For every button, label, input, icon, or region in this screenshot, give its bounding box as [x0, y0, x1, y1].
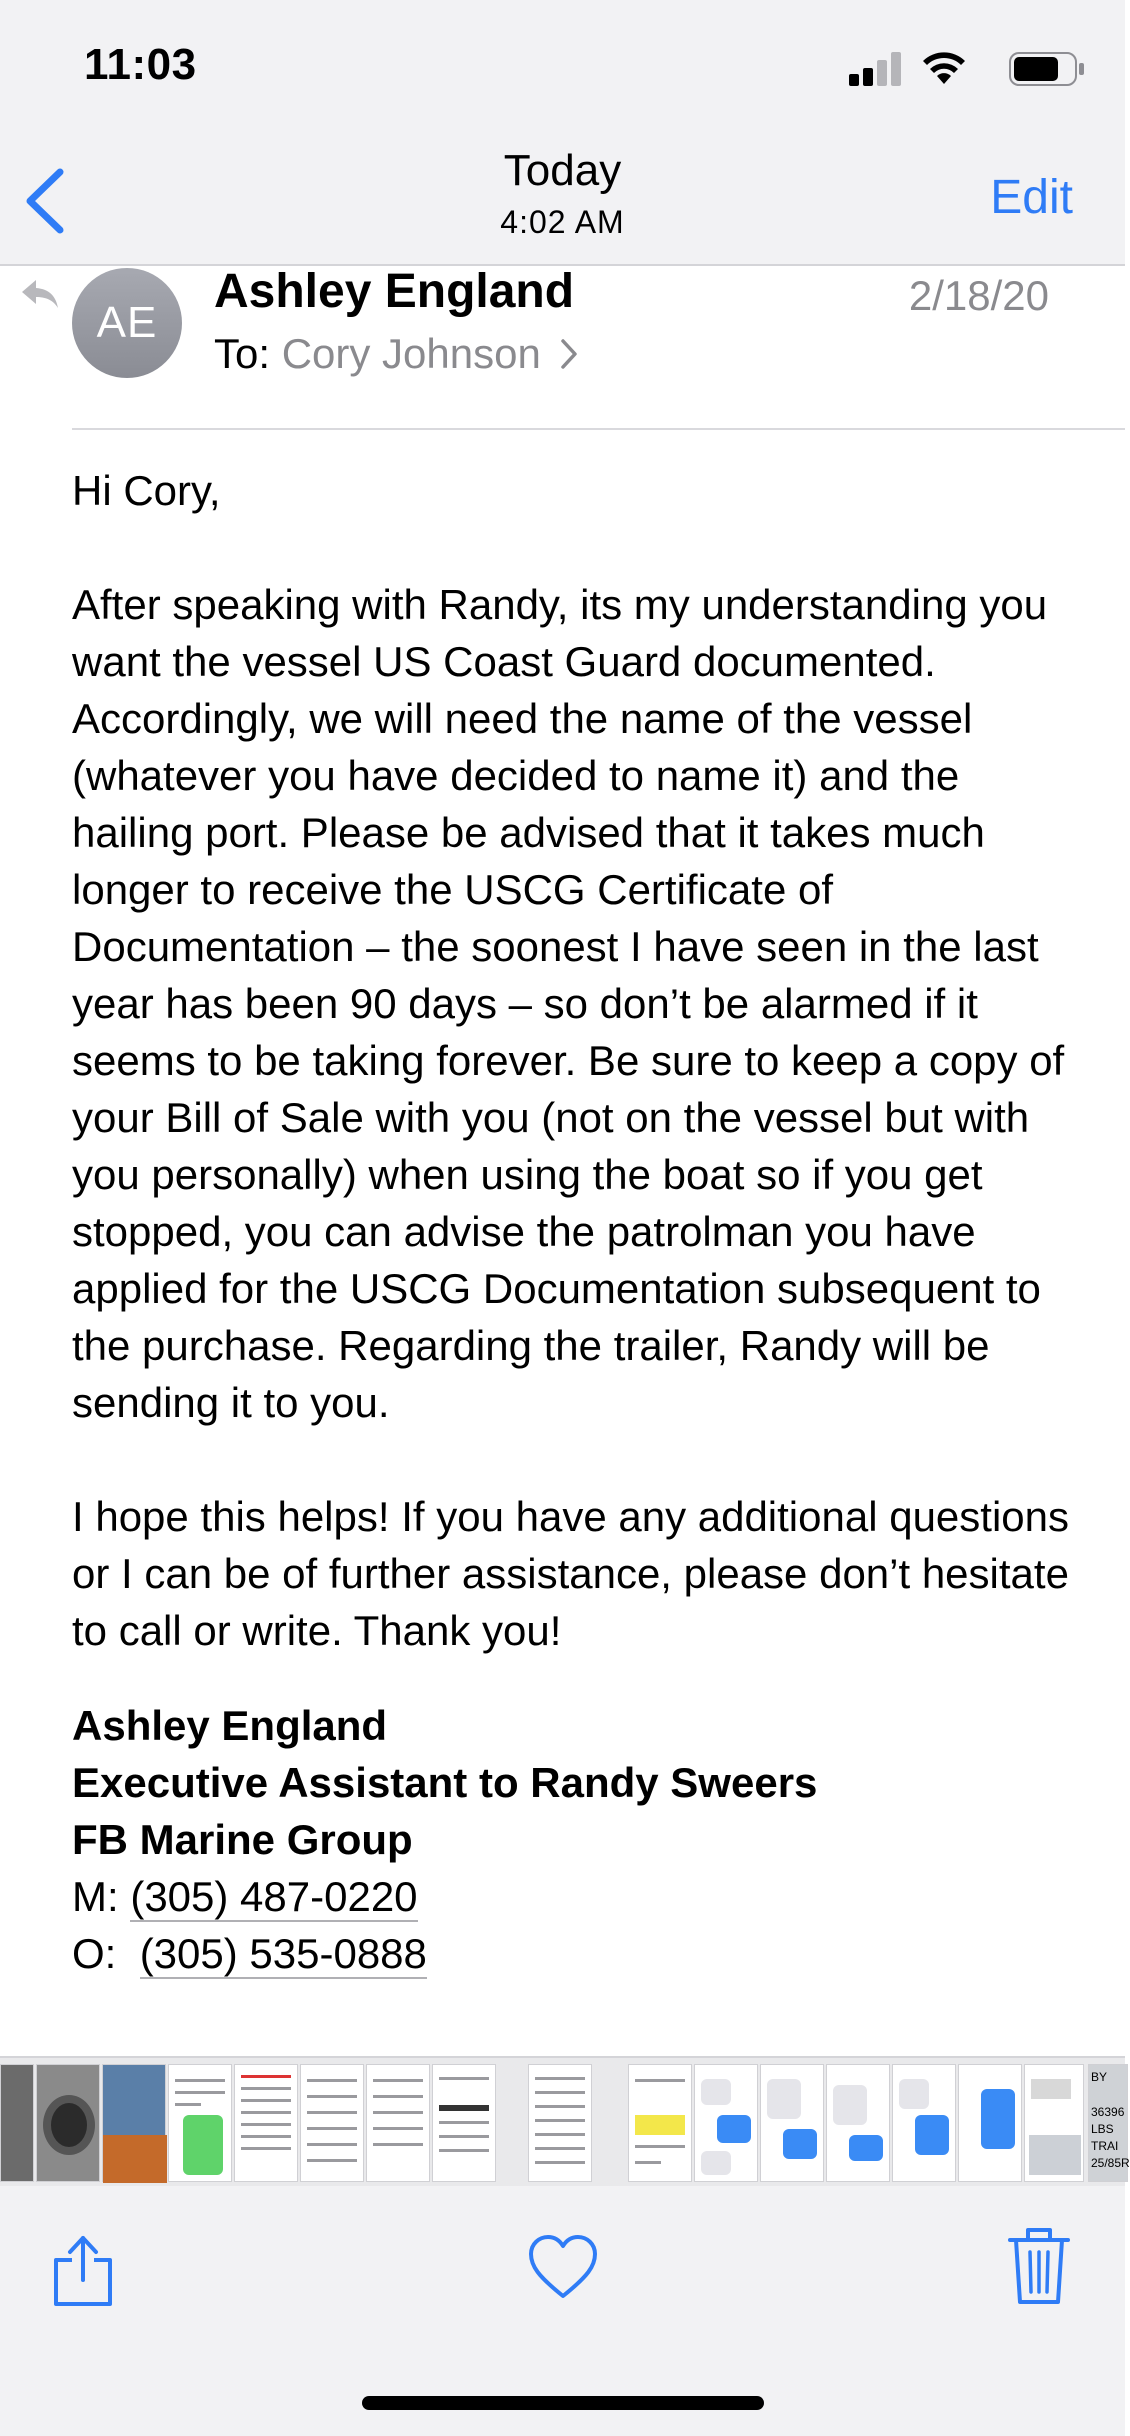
signature-company: FB Marine Group: [72, 1816, 413, 1863]
replied-icon: [20, 278, 60, 310]
signature-name: Ashley England: [72, 1702, 388, 1749]
recipient-name[interactable]: Cory Johnson: [281, 330, 541, 377]
office-phone-link[interactable]: (305) 535-0888: [139, 1930, 427, 1977]
nav-subtitle: 4:02 AM: [500, 204, 625, 240]
body-paragraph: After speaking with Randy, its my understanding you want the vessel US Coast Guard documented. Accordingly, we will need the name of the vessel (whatever you have decided to name it) and the hailing port. Please be advised that it takes much longer to receive the USCG Certificate of Documentation – the soonest I have seen in the last year has been 90 days – so don’t be alarmed if it seems to be taking forever. Be sure to keep a copy of your Bill of Sale with you (not on the vessel but with you personally) when using the boat so if you get stopped, you can advise the patrolman you have applied for the USCG Documentation subsequent to the purchase. Regarding the trailer, Randy will be sending it to you.: [72, 581, 1065, 1426]
thumbnail[interactable]: [234, 2064, 298, 2182]
sender-name[interactable]: Ashley England: [214, 265, 575, 318]
battery-icon: [1009, 52, 1085, 86]
thumbnail[interactable]: [432, 2064, 496, 2182]
email-date: 2/18/20: [908, 272, 1049, 319]
navigation-bar: [0, 132, 1125, 266]
thumbnail-text: 36396: [1091, 2105, 1125, 2119]
signature-office: [72, 1925, 1082, 1982]
signature-mobile: [72, 1868, 1082, 1925]
thumbnail-text: LBS: [1091, 2122, 1114, 2136]
nav-title: Today: [503, 146, 622, 195]
thumbnail[interactable]: [366, 2064, 430, 2182]
chevron-right-icon: [559, 337, 579, 371]
mobile-phone-link[interactable]: (305) 487-0220: [130, 1873, 418, 1920]
mobile-label: M:: [72, 1873, 119, 1920]
header-divider: [72, 428, 1125, 430]
thumbnail[interactable]: [958, 2064, 1022, 2182]
wifi-icon: [921, 48, 967, 86]
greeting: Hi Cory,: [72, 467, 221, 514]
thumbnail[interactable]: [760, 2064, 824, 2182]
edit-button[interactable]: Edit: [990, 171, 1073, 224]
home-indicator[interactable]: [362, 2396, 764, 2410]
photo-thumbnail-strip[interactable]: [0, 2056, 1130, 2188]
recipient-line: [214, 330, 579, 378]
thumbnail[interactable]: [0, 2064, 34, 2182]
status-bar: [0, 0, 1125, 132]
thumbnail[interactable]: [168, 2064, 232, 2182]
thumbnail[interactable]: [892, 2064, 956, 2182]
thumbnail[interactable]: [528, 2064, 592, 2182]
avatar: AE: [72, 268, 182, 378]
thumbnail[interactable]: [1024, 2064, 1084, 2182]
thumbnail[interactable]: [826, 2064, 890, 2182]
thumbnail-text: 25/85R: [1091, 2156, 1130, 2170]
office-label: O:: [72, 1930, 117, 1977]
signature-title: Executive Assistant to Randy Sweers: [72, 1759, 818, 1806]
body-paragraph: I hope this helps! If you have any additional questions or I can be of further assistance, please don’t hesitate to call or write. Thank you!: [72, 1493, 1070, 1654]
heart-icon[interactable]: [528, 2234, 598, 2300]
to-label: To:: [214, 330, 271, 377]
thumbnail[interactable]: [694, 2064, 758, 2182]
thumbnail[interactable]: [102, 2064, 166, 2182]
cellular-signal-icon: [849, 50, 905, 86]
thumbnail[interactable]: [1088, 2064, 1128, 2182]
thumbnail[interactable]: [628, 2064, 692, 2182]
thumbnail-text: TRAI: [1091, 2139, 1119, 2153]
thumbnail-text: BY: [1091, 2070, 1108, 2084]
email-body: [72, 462, 1082, 1982]
trash-icon[interactable]: [1008, 2226, 1070, 2306]
thumbnail[interactable]: [36, 2064, 100, 2182]
share-icon[interactable]: [50, 2228, 116, 2308]
thumbnail[interactable]: [300, 2064, 364, 2182]
status-time: 11:03: [84, 40, 197, 89]
